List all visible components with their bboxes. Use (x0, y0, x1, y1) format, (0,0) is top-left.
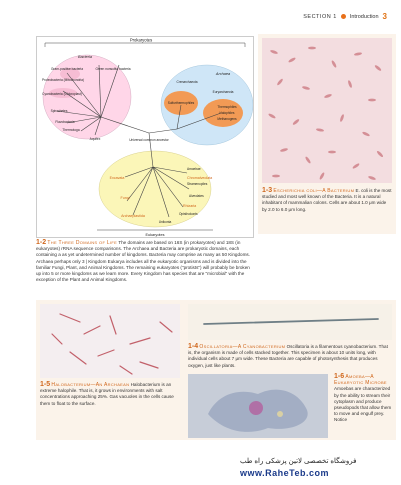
phylogenetic-tree (37, 37, 253, 237)
bacteria-label: Bacteria (78, 55, 92, 59)
gram-positive-label: Gram-positive bacteria (50, 67, 84, 71)
archaeplastida-label: Archaeplastida (121, 214, 145, 218)
caption-title: The Three Domains of Life (47, 240, 118, 246)
spirochetes-label: Spirochetes (50, 109, 68, 113)
eukaryotes-label: Eukaryotes (145, 233, 165, 237)
sulfurthermophiles-label: Sulfurthermophiles (167, 101, 195, 105)
amoeba-cell (188, 374, 328, 438)
caption-1-6 (334, 374, 394, 424)
fungi-label: Fungi (120, 196, 130, 200)
figure-number: 1-6 (334, 373, 345, 380)
page-number: 3 (382, 12, 387, 21)
caption-title: Halobacterium—An Archaean (51, 382, 130, 388)
chromalveolata-label: Chromalveolata (187, 176, 213, 180)
cyanobacteria-label: Cyanobacteria (Chloroplast) (42, 92, 82, 96)
caption-title: Amoeba—A Eukaryotic Microbe (334, 374, 387, 387)
running-header (303, 12, 387, 21)
aquifex-label: Aquifex (89, 137, 101, 141)
caption-1-5 (40, 382, 180, 407)
archaea-label: Archaea (215, 72, 231, 76)
figure-number: 1-4 (188, 343, 199, 350)
excavata-label: Excavata (109, 176, 125, 180)
bullet-icon (341, 14, 346, 19)
euryarchaeota-label: Euryarchaeota (212, 90, 234, 94)
e-coli-photo (262, 38, 392, 183)
green-nonsulfur-label: Green nonsulfur bacteria (95, 67, 131, 71)
thermotoga-label: Thermotoga (62, 128, 80, 132)
caption-text: Amoebas are characterized by the ability to stream their cytoplasm and produce pseudopods that allow them to move and engulf prey. Notice (334, 386, 392, 423)
oscillatoria-photo (188, 304, 392, 340)
prokaryotes-label: Prokaryotes (129, 37, 153, 43)
amoebae-label: Amoebae (187, 167, 201, 171)
caption-text: The domains are based on 16S (in prokaryotes) and 18S (in eukaryotes) rRNA sequence comparisons. The Archaea and Bacteria are prokaryotic domains, each containing a as yet undetermined number of kingdoms. Bacteria may comprise as many as 50 Kingdoms. Archaea perhaps only 3 | Kingdom Eukarya includes all the eukaryotic organisms and is divided into the familiar Fungi, Plant, and Animal Kingdoms. The remaining eukaryotes ("protists") will probably be broken up into 5 or more kingdoms as we learn more. Every Kingdom has species that are "microbial" with the exception of the Plant and Animal Kingdoms. (36, 240, 250, 283)
opisthokonts-label: Opisthokonts (179, 212, 198, 216)
flavobacteria-label: Flavobacteria (55, 120, 75, 124)
caption-title: Escherichia coli—A Bacterium (273, 188, 355, 194)
chapter-label: Introduction (349, 13, 379, 20)
rhizaria-label: Rhizaria (183, 204, 197, 208)
caption-1-3 (262, 188, 392, 213)
methanogens-label: Methanogens (217, 117, 237, 121)
caption-text: Halobacterium is an extreme halophile. That is, it grows in environments with salt concentrations approaching 25%. Gas vacuoles in the cells cause them to float to the surface. (40, 382, 174, 406)
caption-1-2 (36, 240, 252, 283)
halobacterium-cells (40, 304, 180, 378)
three-domains-diagram (36, 36, 254, 238)
e-coli-cells (262, 38, 392, 183)
crenarchaeota-label: Crenarchaeota (176, 80, 198, 84)
figure-number: 1-3 (262, 187, 273, 194)
proteobacteria-label: Proteobacteria (Mitochondria) (42, 78, 84, 82)
halobacterium-photo (40, 304, 180, 378)
figure-number: 1-5 (40, 381, 51, 388)
oscillatoria-filament (188, 304, 392, 340)
caption-text: Oscillatoria is a filamentous cyanobacterium. That is, the organism is made of cells stacked together. This specimen is about 10 units long, with individual cells about 7 μm wide. These Bacteria are capable of photosynthesis that produces oxygen, just like plants. (188, 344, 388, 368)
ancestor-label: Universal common ancestor (129, 138, 169, 142)
unikonta-label: Unikonta (158, 220, 172, 224)
thermophiles-label: Thermophiles (217, 105, 237, 109)
stramenopiles-label: Stramenopiles (187, 182, 208, 186)
amoeba-photo (188, 374, 328, 438)
caption-text: E. coli is the most studied and most well known of the Bacteria. It is a natural inhabitant of mammalian colons. Cells are about 1.0 μm wide by 2.0 to 6.0 μm long. (262, 188, 392, 212)
alveolates-label: Alveolates (189, 194, 204, 198)
caption-1-4 (188, 344, 392, 369)
figure-number: 1-2 (36, 239, 47, 246)
section-label: SECTION 1 (303, 13, 337, 20)
halophiles-label: Halophiles (219, 111, 235, 115)
store-name-farsi: فروشگاه تخصصی لاتین پزشکی راه طب (240, 458, 357, 465)
store-website: www.RaheTeb.com (240, 468, 330, 478)
caption-title: Oscillatoria—A Cyanobacterium (199, 344, 286, 350)
